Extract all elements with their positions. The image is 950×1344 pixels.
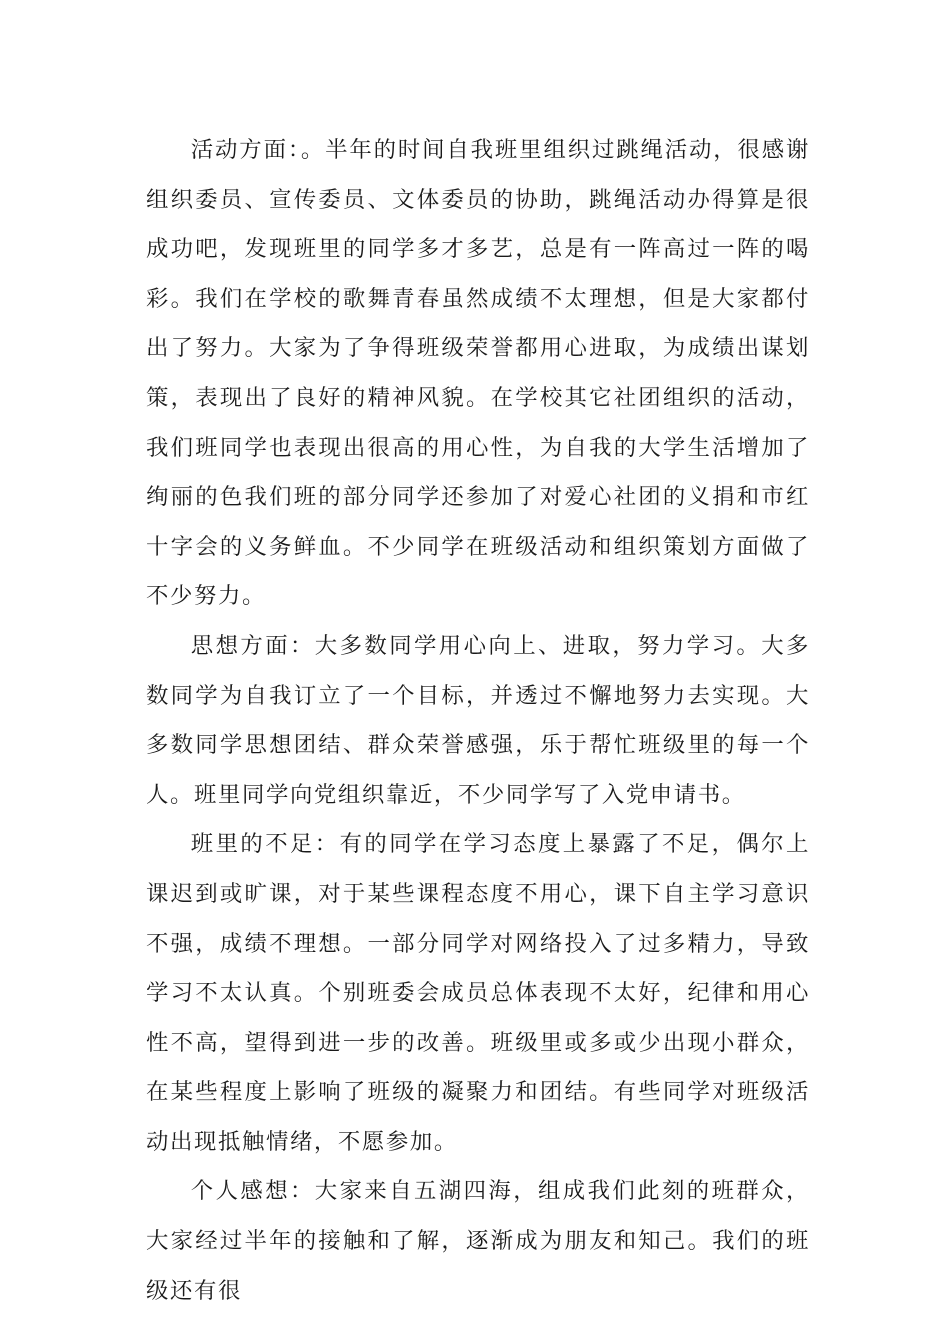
document-body bbox=[146, 126, 810, 1316]
paragraph-activities: 活动方面：。半年的时间自我班里组织过跳绳活动，很感谢组织委员、宣传委员、文体委员的协助，跳绳活动办得算是很成功吧，发现班里的同学多才多艺，总是有一阵高过一阵的喝彩。我们在学校的歌舞青春虽然成绩不太理想，但是大家都付出了努力。大家为了争得班级荣誉都用心进取，为成绩出谋划策，表现出了良好的精神风貌。在学校其它社团组织的活动，我们班同学也表现出很高的用心性，为自我的大学生活增加了绚丽的色我们班的部分同学还参加了对爱心社团的义捐和市红十字会的义务鲜血。不少同学在班级活动和组织策划方面做了不少努力。 bbox=[146, 137, 810, 610]
paragraph-thoughts: 思想方面：大多数同学用心向上、进取，努力学习。大多数同学为自我订立了一个目标，并透过不懈地努力去实现。大多数同学思想团结、群众荣誉感强，乐于帮忙班级里的每一个人。班里同学向党组织靠近，不少同学写了入党申请书。 bbox=[146, 632, 810, 808]
paragraph-personal-feelings: 个人感想：大家来自五湖四海，组成我们此刻的班群众，大家经过半年的接触和了解，逐渐成为朋友和知己。我们的班级还有很 bbox=[146, 1178, 810, 1304]
paragraph-shortcomings: 班里的不足：有的同学在学习态度上暴露了不足，偶尔上课迟到或旷课，对于某些课程态度不用心，课下自主学习意识不强，成绩不理想。一部分同学对网络投入了过多精力，导致学习不太认真。个别班委会成员总体表现不太好，纪律和用心性不高，望得到进一步的改善。班级里或多或少出现小群众，在某些程度上影响了班级的凝聚力和团结。有些同学对班级活动出现抵触情绪，不愿参加。 bbox=[146, 831, 810, 1155]
